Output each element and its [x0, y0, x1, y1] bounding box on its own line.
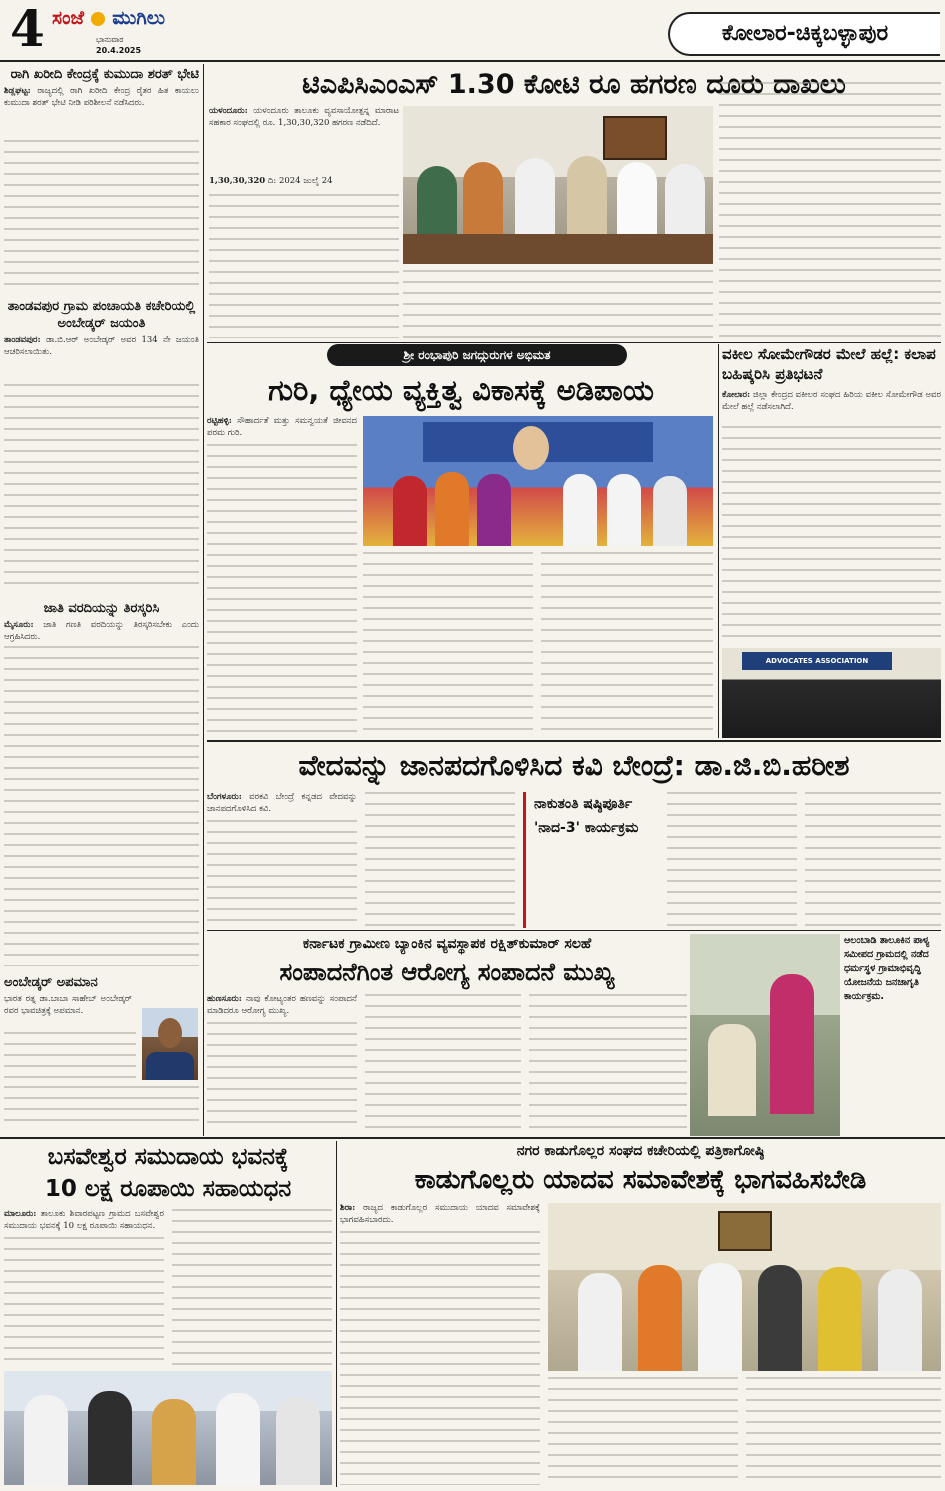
seated-2 [638, 1265, 682, 1371]
body-lead [722, 390, 941, 413]
body-lead [207, 416, 357, 439]
lead-text: ಡಾ.ಬಿ.ಆರ್ ಅಂಬೇಡ್ಕರ್ ಅವರ 134 ನೇ ಜಯಂತಿ ಆಚರಿಸಲಾಯಿತು. [4, 335, 199, 357]
brand-logo [52, 4, 222, 34]
sun-icon [91, 12, 105, 26]
story-caste-report [4, 600, 199, 970]
seated-4 [758, 1265, 802, 1371]
dateline: ಮಾಲೂರು: [4, 1209, 37, 1219]
issue-date: 20.4.2025 [96, 46, 142, 55]
lead-text: ರಾಜ್ಯದ ಕಾಡುಗೊಲ್ಲರ ಸಮುದಾಯ ಯಾದವ ಸಮಾವೇಶಕ್ಕೆ ಭಾಗವಹಿಸಬಾರದು. [340, 1203, 540, 1225]
story-ambedkar-jayanti [4, 298, 199, 596]
headline: ವಕೀಲ ಸೋಮೇಗೌಡರ ಮೇಲೆ ಹಲ್ಲೆ: ಕಲಾಪ ಬಹಿಷ್ಕರಿಸಿ ಪ್ರತಿಭಟನೆ [722, 345, 936, 383]
article-text-lines-col2 [403, 270, 713, 338]
headline: ತಾಂಡವಪುರ ಗ್ರಾಮ ಪಂಚಾಯತಿ ಕಚೇರಿಯಲ್ಲಿ ಅಂಬೇಡ್ಕರ್ ಜಯಂತಿ [7, 299, 196, 331]
office-group-photo [403, 106, 713, 264]
left-column-divider [203, 64, 204, 1136]
section-title: ಕೋಲಾರ-ಚಿಕ್ಕಬಳ್ಳಾಪುರ [721, 21, 889, 46]
article-text-lines-col1 [207, 1022, 357, 1132]
article-text-lines-col3 [746, 1377, 941, 1485]
article-text-lines-col1 [207, 820, 357, 928]
article-text-lines [4, 140, 199, 292]
seated-1 [578, 1273, 622, 1371]
headline: ಕಾಡುಗೊಲ್ಲರು ಯಾದವ ಸಮಾವೇಶಕ್ಕೆ ಭಾಗವಹಿಸಬೇಡಿ [414, 1165, 867, 1195]
rule-after-lead [207, 342, 941, 343]
lead-text: ಜಿಲ್ಲಾ ಕೇಂದ್ರದ ವಕೀಲರ ಸಂಘದ ಹಿರಿಯ ವಕೀಲ ಸೋಮೇಗೌಡ ಅವರ ಮೇಲೆ ಹಲ್ಲೆ ನಡೆಸಲಾಗಿದೆ. [722, 390, 941, 412]
wall-frame-1 [718, 1211, 772, 1251]
body-lead [209, 106, 399, 129]
headline: ರಾಗಿ ಖರೀದಿ ಕೇಂದ್ರಕ್ಕೆ ಕುಮುದಾ ಶರತ್ ಭೇಟಿ [10, 67, 199, 82]
person-4 [567, 156, 607, 246]
press-meet-photo [548, 1203, 941, 1371]
lead-text: ಭಾರತ ರತ್ನ ಡಾ.ಬಾಬಾ ಸಾಹೇಬ್ ಅಂಬೇಡ್ಕರ್ ರವರ ಭಾವಚಿತ್ರಕ್ಕೆ ಅಪಮಾನ. [4, 994, 132, 1016]
dateline: ಹುಣಸೂರು: [207, 994, 242, 1004]
masthead [0, 0, 945, 60]
headline-line1: ಬಸವೇಶ್ವರ ಸಮುದಾಯ ಭವನಕ್ಕೆ [47, 1144, 289, 1170]
bank-story [207, 934, 687, 1136]
person-3 [515, 158, 555, 246]
amount-ref [209, 176, 399, 188]
health-camp-sidebar [844, 934, 941, 1136]
rule-after-swamiji [207, 740, 941, 742]
figure-1 [24, 1395, 68, 1485]
dateline: ಶಿರಾ: [340, 1203, 356, 1213]
desk [403, 234, 713, 264]
dateline: ರಟ್ಟಿಹಳ್ಳಿ: [207, 416, 232, 426]
lead-text: ಸೌಹಾರ್ದತೆ ಮತ್ತು ಸಮನ್ವಯತೆ ಜೀವನದ ಪರಮ ಗುರಿ. [207, 416, 357, 438]
article-text-lines [722, 426, 941, 644]
lawyers-protest-photo [722, 648, 941, 738]
article-text-lines-col3 [541, 552, 713, 734]
dateline: ಬೆಂಗಳೂರು: [207, 792, 242, 802]
date-ref: ದಿ: 2024 ಜುಲೈ 24 [267, 176, 333, 186]
person-a [393, 476, 427, 546]
kicker: ಕರ್ನಾಟಕ ಗ್ರಾಮೀಣ ಬ್ಯಾಂಕಿನ ವ್ಯವಸ್ಥಾಪಕ ರಕ್ಷಿತ್‌ಕುಮಾರ್ ಸಲಹೆ [302, 936, 592, 952]
article-text-lines-col2 [548, 1377, 738, 1485]
article-text-lines-col3 [719, 82, 941, 338]
lead-text: ಜಾತಿ ಗಣತಿ ವರದಿಯನ್ನು ತಿರಸ್ಕರಿಸಬೇಕು ಎಂದು ಆಗ್ರಹಿಸಿದರು. [4, 620, 199, 642]
figure-2 [88, 1391, 132, 1485]
person-b [435, 472, 469, 546]
kicker: ನಗರ ಕಾಡುಗೊಲ್ಲರ ಸಂಘದ ಕಚೇರಿಯಲ್ಲಿ ಪತ್ರಿಕಾಗೋಷ್ಠಿ [516, 1143, 765, 1159]
seated-3 [698, 1263, 742, 1371]
person-f [653, 476, 687, 546]
dateline: ತಾಂಡವಪುರ: [4, 335, 41, 345]
body-lead [4, 620, 199, 643]
article-text-lines-col2 [365, 792, 515, 928]
face [158, 1018, 182, 1048]
elder-figure [708, 1024, 756, 1116]
amount: 1,30,30,320 [209, 176, 266, 186]
headline-line2: 10 ಲಕ್ಷ ರೂಪಾಯಿ ಸಹಾಯಧನ [44, 1176, 292, 1202]
body-lead [4, 86, 199, 109]
headline: ಟಿಎಪಿಸಿಎಂಎಸ್ 1.30 ಕೋಟಿ ರೂ ಹಗರಣ ದೂರು ದಾಖಲು [302, 69, 846, 100]
brand-sanje: ಸಂಜೆ [52, 7, 85, 29]
cheque-handover-photo [4, 1371, 332, 1485]
health-camp-photo [690, 934, 840, 1136]
article-text-lines-2 [4, 1086, 199, 1130]
body-lead [207, 994, 357, 1017]
person-e [607, 474, 641, 546]
seated-5 [818, 1267, 862, 1371]
article-text-lines [4, 384, 199, 592]
article-text-lines [4, 1032, 136, 1082]
pullquote-box [523, 792, 659, 928]
rule-after-bendre [207, 930, 941, 931]
article-text-lines-col2 [363, 552, 533, 734]
lead-text: ತಾಲೂಕು ಶಿವಾರಪಟ್ಟಣ ಗ್ರಾಮದ ಬಸವೇಶ್ವರ ಸಮುದಾಯ ಭವನಕ್ಕೆ 10 ಲಕ್ಷ ರೂಪಾಯಿ ಸಹಾಯಧನ. [4, 1209, 164, 1231]
article-text-lines-col4 [805, 792, 941, 928]
person-d [563, 474, 597, 546]
association-banner: ADVOCATES ASSOCIATION [742, 652, 892, 670]
story-ambedkar-insult [4, 974, 199, 1134]
lead-story [207, 66, 941, 342]
masthead-rule [0, 60, 945, 62]
stage-event-photo [363, 416, 713, 546]
kicker-bar [327, 344, 627, 366]
swamiji-story [207, 344, 715, 738]
page-number: 4 [10, 2, 45, 56]
wall-frame [603, 116, 667, 160]
rule-above-bottom [0, 1137, 945, 1139]
article-text-lines-col1 [340, 1231, 540, 1485]
body-lead [207, 792, 357, 815]
article-text-lines-col2 [365, 994, 521, 1132]
headline: ವೇದವನ್ನು ಜಾನಪದಗೊಳಿಸಿದ ಕವಿ ಬೇಂದ್ರೆ: ಡಾ.ಜಿ.ಬಿ.ಹರೀಶ [298, 749, 850, 782]
brand-mugilu: ಮುಗಿಲು [112, 7, 166, 29]
headline: ಸಂಪಾದನೆಗಿಂತ ಆರೋಗ್ಯ ಸಂಪಾದನೆ ಮುಖ್ಯ [279, 958, 615, 986]
figure-5 [276, 1397, 320, 1485]
lead-text: ವರಕವಿ ಬೇಂದ್ರೆ ಕನ್ನಡದ ವೇದವನ್ನು ಜಾನಪದಗೊಳಿಸಿದ ಕವಿ. [207, 792, 357, 814]
kicker: ಶ್ರೀ ರಂಭಾಪುರಿ ಜಗದ್ಗುರುಗಳ ಅಭಿಮತ [403, 348, 551, 362]
article-text-lines-col2 [172, 1209, 332, 1367]
lead-text: ನಾವು ಕೋಟ್ಯಂತರ ಹಣವನ್ನು ಸಂಪಾದನೆ ಮಾಡಿದರೂ ಆರೋಗ್ಯ ಮುಖ್ಯ. [207, 994, 357, 1016]
article-text-lines-col1 [207, 444, 357, 734]
headline: ಗುರಿ, ಧ್ಯೇಯ ವ್ಯಕ್ತಿತ್ವ ವಿಕಾಸಕ್ಕೆ ಅಡಿಪಾಯ [268, 373, 654, 407]
article-text-lines-col3 [667, 792, 797, 928]
kadugolla-story [340, 1141, 941, 1487]
story-ragi [4, 66, 199, 296]
dateline: ಶಿಡ್ಲಘಟ್ಟ: [4, 86, 31, 96]
article-text-lines-col1 [4, 1237, 164, 1367]
article-text-lines [4, 646, 199, 966]
person-c [477, 474, 511, 546]
body-lead [4, 335, 199, 358]
lawyers-story [722, 344, 941, 738]
dateline: ಯಳಂದೂರು: [209, 106, 248, 116]
basaveshwara-story [4, 1141, 332, 1487]
portrait-photo [142, 1008, 198, 1080]
body-lead [340, 1203, 540, 1226]
dateline: ಮೈಸೂರು: [4, 620, 34, 630]
article-text-lines-col3 [529, 994, 687, 1132]
section-tab [668, 12, 940, 56]
figure-4 [216, 1393, 260, 1485]
dateline: ಕೋಲಾರ: [722, 390, 751, 400]
shirt [146, 1052, 194, 1080]
pullquote: ನಾಕುತಂತಿ ಷಷ್ಠಿಪೂರ್ತಿ 'ನಾದ-3' ಕಾರ್ಯಕ್ರಮ [534, 796, 639, 836]
body-lead [4, 1209, 164, 1232]
article-text-lines-col1 [209, 194, 399, 338]
woman-figure [770, 974, 814, 1114]
seated-6 [878, 1269, 922, 1371]
portrait-on-banner [513, 426, 549, 470]
lead-text: ಯಳಂದೂರು ತಾಲೂಕು ವ್ಯವಸಾಯೋತ್ಪನ್ನ ಮಾರಾಟ ಸಹಕಾರ ಸಂಘದಲ್ಲಿ ರೂ. 1,30,30,320 ಹಗರಣ ನಡೆದಿದೆ. [209, 106, 399, 128]
bendre-story [207, 744, 941, 930]
bottom-divider [336, 1141, 337, 1487]
figure-3 [152, 1399, 196, 1485]
swamiji-divider [718, 344, 719, 738]
headline: ಅಂಬೇಡ್ಕರ್ ಅಪಮಾನ [4, 975, 98, 990]
issue-day: ಭಾನುವಾರ [96, 35, 124, 44]
sidebar-text: ಆಲಂಬಾಡಿ ತಾಲೂಕಿನ ಪಾಳ್ಯ ಸಮೀಪದ ಗ್ರಾಮದಲ್ಲಿ ನಡೆದ ಧರ್ಮಸ್ಥಳ ಗ್ರಾಮಾಭಿವೃದ್ಧಿ ಯೋಜನೆಯ ಜನಜಾಗೃತಿ ಕಾರ್ಯಕ್ರಮ. [844, 935, 930, 1002]
headline: ಜಾತಿ ವರದಿಯನ್ನು ತಿರಸ್ಕರಿಸಿ [43, 601, 160, 616]
lead-text: ರಾಜ್ಯದಲ್ಲಿ ರಾಗಿ ಖರೀದಿ ಕೇಂದ್ರ ರೈತರ ಹಿತ ಕಾಯಲು ಕುಮುದಾ ಶರತ್ ಭೇಟಿ ನೀಡಿ ಪರಿಶೀಲನೆ ನಡೆಸಿದರು. [4, 86, 199, 108]
